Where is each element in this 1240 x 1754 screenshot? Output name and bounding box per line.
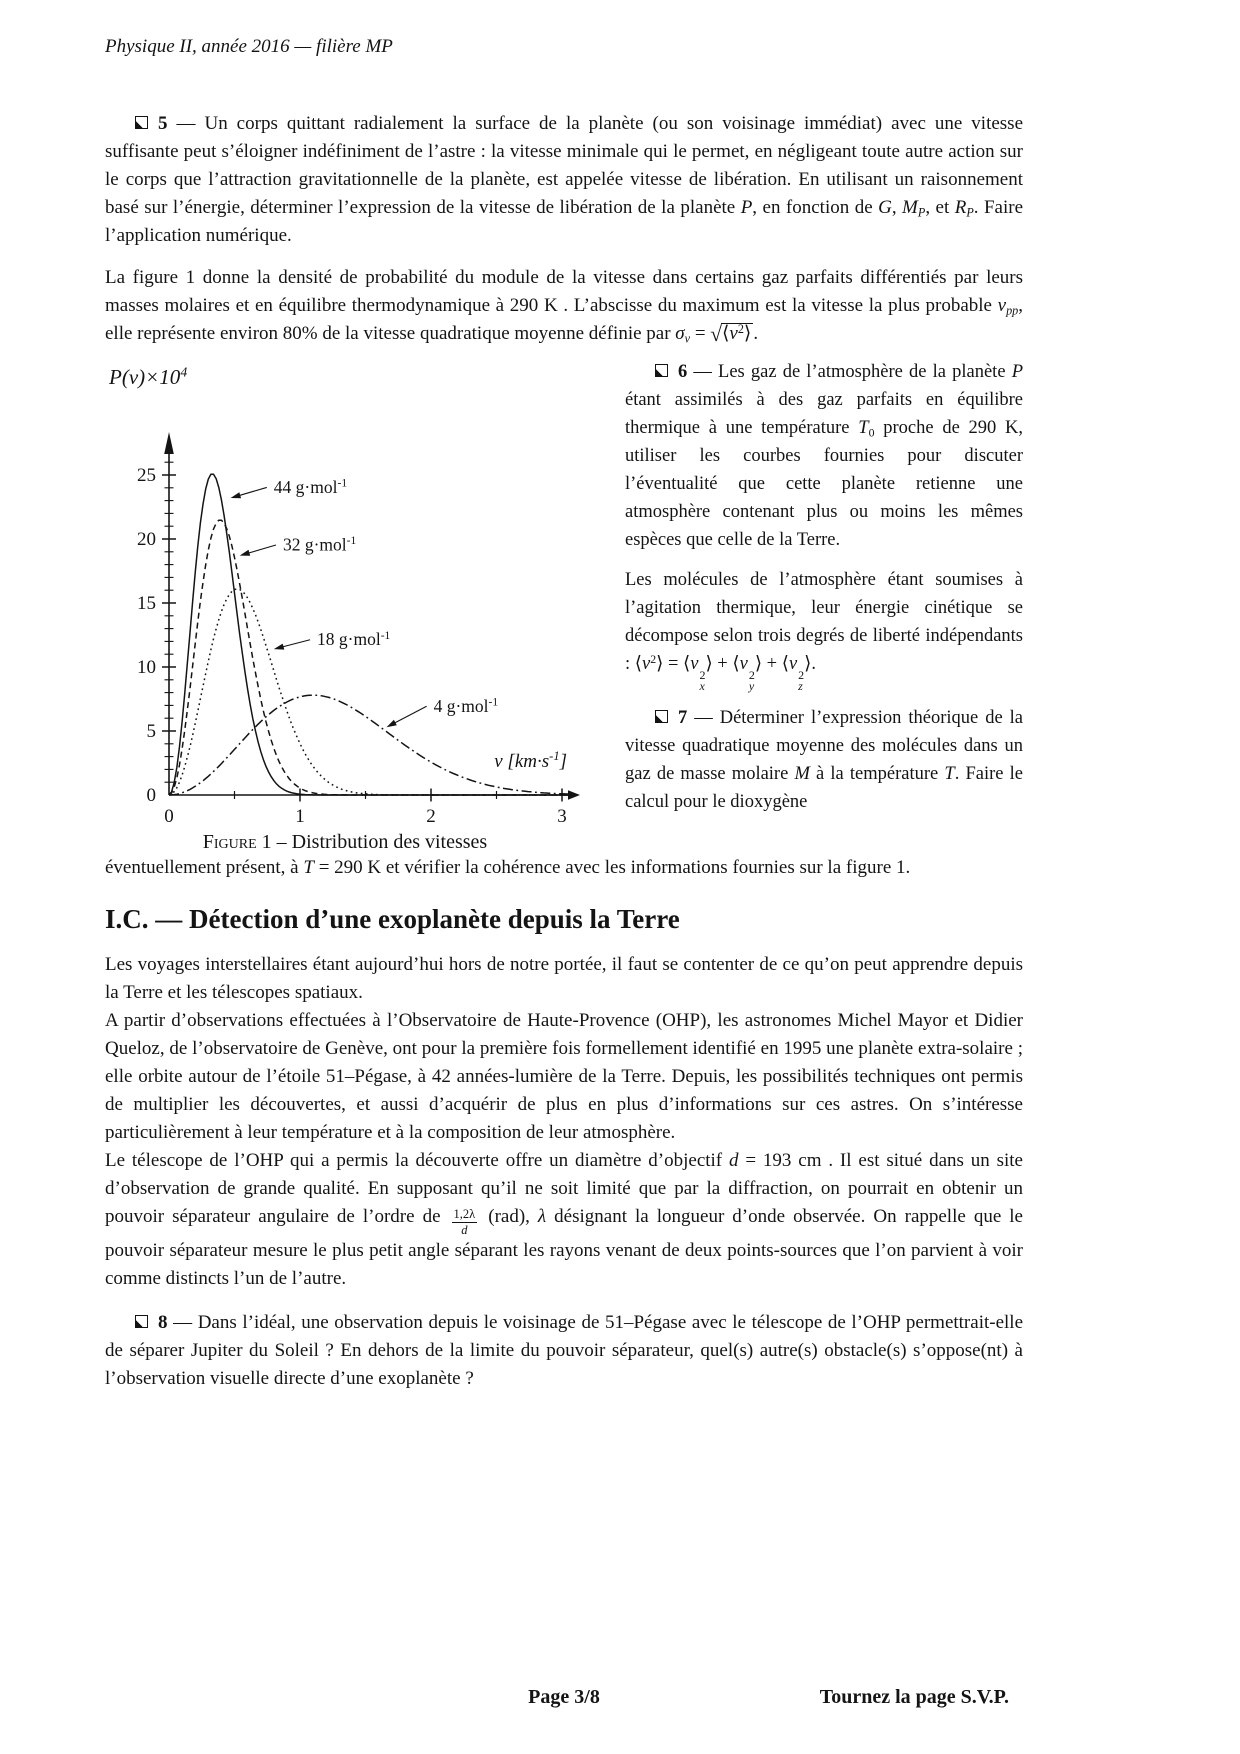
question-square-icon: [655, 364, 668, 377]
square-root: $√⟨v^2⟩$: [710, 321, 752, 347]
y-axis-title: $P(v)\times 10^4$: [109, 364, 188, 389]
svg-text:1: 1: [295, 806, 305, 824]
question-7-continuation: éventuellement présent, à T = 290 K et vérifier la cohérence avec les informations fournies sur la figure 1.: [105, 857, 911, 878]
page-footer: [105, 1686, 1023, 1716]
question-square-icon: [135, 1315, 148, 1328]
svg-text:25: 25: [137, 465, 156, 486]
question-7: 7 — Déterminer l’expression théorique de la vitesse quadratique moyenne des molécules dans un gaz de masse molaire M à la température T. Faire le calcul pour le dioxygène: [625, 707, 1023, 812]
annotation-arrowhead: [240, 550, 251, 556]
question-8: 8 — Dans l’idéal, une observation depuis le voisinage de 51–Pégase avec le télescope de l’OHP permettrait-elle de séparer Jupiter du Soleil ? En dehors de la limite du pouvoir séparateur, quel(s) autre(s) obstacle(s) s’oppose(nt) à l’observation visuelle directe d’une exoplanète ?: [105, 1311, 1023, 1389]
question-6: 6 — Les gaz de l’atmosphère de la planète P étant assimilés à des gaz parfaits en équilibre thermique à une température $T_0$ proche de 290 K, utiliser les courbes fournies pour discuter l’éventualité que cette planète retienne une atmosphère contenant plus ou moins les mêmes espèces que celle de la Terre.: [625, 362, 1024, 550]
page-header: Physique II, année 2016 — filière MP: [105, 36, 393, 57]
figure-row: [105, 358, 1023, 854]
figure-1-caption: [105, 831, 585, 854]
figure-intro-paragraph: La figure 1 donne la densité de probabilité du module de la vitesse dans certains gaz parfaits différentiés par leurs masses molaires et en équilibre thermodynamique à 290 K . L’abscisse du maximum est la vitesse la plus probable $v_{pp}$, elle représente environ 80% de la vitesse quadratique moyenne définie par $\sigma_v$ = $√⟨v^2⟩$ .: [105, 267, 1023, 347]
degrees-of-freedom-paragraph: Les molécules de l’atmosphère étant soumises à l’agitation thermique, leur énergie cinétique se décompose selon trois degrés de liberté indépendants : $⟨v^2⟩$ = ⟨v 2 x ⟩ + ⟨v 2 y ⟩ + ⟨v 2 z ⟩.: [625, 570, 1023, 693]
svg-text:0: 0: [164, 806, 174, 824]
curve-label-44 g·mol⁻¹: 44 g·mol$^{-1}$: [273, 476, 348, 497]
main-content: [105, 110, 1023, 1393]
svg-text:5: 5: [146, 721, 156, 742]
annotation-arrowhead: [231, 492, 242, 498]
curve-label-4 g·mol⁻¹: 4 g·mol$^{-1}$: [433, 695, 499, 716]
fraction: $\frac{1,2\lambda}{d}$: [453, 1206, 476, 1237]
interstellar-paragraph: Les voyages interstellaires étant aujourd’hui hors de notre portée, il faut se contenter de ce qu’on peut apprendre depuis la Terre et les télescopes spatiaux.: [105, 954, 1023, 1003]
question-5: 5 — Un corps quittant radialement la surface de la planète (ou son voisinage immédiat) avec une vitesse suffisante peut s’éloigner indéfiniment de l’astre : la vitesse minimale qui le permet, en négligeant toute autre action sur le corps que l’attraction gravitationnelle de la planète, est appelée vitesse de libération. En utilisant un raisonnement basé sur l’énergie, déterminer l’expression de la vitesse de libération de la planète P, en fonction de G, $M_P$, et $R_P$. Faire l’application numérique.: [105, 113, 1024, 246]
svg-text:20: 20: [137, 529, 156, 550]
curve-4 g·mol⁻¹: [169, 695, 578, 795]
page-number: Page 3/8: [528, 1686, 600, 1708]
x-axis-title: v $[km\cdot s^{-1}]$: [494, 749, 567, 772]
svg-text:2: 2: [426, 806, 436, 824]
section-heading: I.C. — Détection d’une exoplanète depuis la Terre: [105, 904, 680, 934]
ohp-discovery-paragraph: A partir d’observations effectuées à l’Observatoire de Haute-Provence (OHP), les astronomes Michel Mayor et Didier Queloz, de l’observatoire de Genève, ont pour la première fois formellement identifié en 1995 une planète extra-solaire ; elle orbite autour de l’étoile 51–Pégase, à 42 années-lumière de la Terre. Depuis, les possibilités techniques ont permis de multiplier les découvertes, et aussi d’acquérir de plus en plus d’informations sur ces astres. On s’intéresse particulièrement à leur température et à la composition de leur atmosphère.: [105, 1010, 1023, 1143]
telescope-paragraph: Le télescope de l’OHP qui a permis la découverte offre un diamètre d’objectif d = 193 cm . Il est situé dans un site d’observation de grande qualité. En supposant qu’il ne soit limité que par la diffraction, on pourrait en obtenir un pouvoir séparateur angulaire de l’ordre de $\frac{1,2\lambda}{d}$ (rad), λ désignant la longueur d’onde observée. On rappelle que le pouvoir séparateur mesure le plus petit angle séparant les rayons venant de deux points-sources que l’on parvient à voir comme distincts l’un de l’autre.: [105, 1150, 1023, 1289]
question-square-icon: [135, 116, 148, 129]
question-square-icon: [655, 710, 668, 723]
figure-1-chart: [105, 358, 585, 824]
y-axis-arrow: [164, 432, 174, 454]
figure-caption-label: Figure: [202, 831, 257, 853]
svg-text:3: 3: [557, 806, 567, 824]
svg-text:10: 10: [137, 657, 156, 678]
turn-page-notice: Tournez la page S.V.P.: [819, 1686, 1009, 1708]
curve-label-32 g·mol⁻¹: 32 g·mol$^{-1}$: [282, 534, 357, 555]
right-text-column: [625, 358, 1023, 854]
annotation-arrowhead: [387, 720, 397, 727]
figure-1: [105, 358, 585, 854]
figure-caption-text: 1 – Distribution des vitesses: [256, 831, 488, 853]
annotation-arrowhead: [274, 644, 285, 650]
curve-label-18 g·mol⁻¹: 18 g·mol$^{-1}$: [317, 629, 391, 650]
svg-text:15: 15: [137, 593, 156, 614]
svg-text:0: 0: [146, 785, 156, 806]
